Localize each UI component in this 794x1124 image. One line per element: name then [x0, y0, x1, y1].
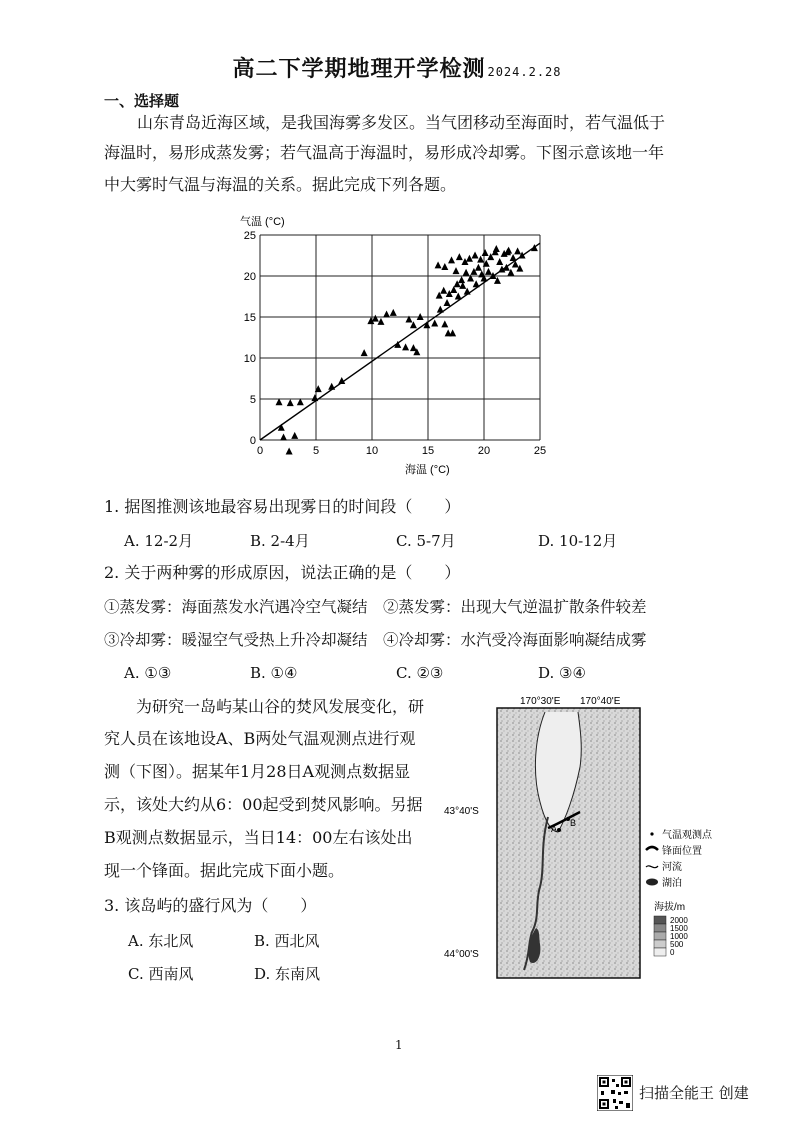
data-point	[383, 311, 390, 318]
q1-option-d: D. 10-12月	[538, 532, 618, 550]
data-point	[472, 252, 479, 259]
q1-option-a: A. 12-2月	[124, 532, 194, 550]
q3-stem: 3. 该岛屿的盛行风为（ ）	[104, 896, 317, 915]
q3-option-b: B. 西北风	[254, 932, 320, 950]
elev-label-1500: 1500	[670, 924, 688, 933]
data-point	[485, 268, 492, 275]
q3-option-c: C. 西南风	[128, 965, 194, 983]
elev-swatch-1000	[654, 932, 666, 940]
elev-swatch-1500	[654, 924, 666, 932]
data-point	[449, 329, 456, 336]
x-tick-label: 15	[421, 445, 435, 457]
elev-label-500: 500	[670, 940, 684, 949]
page-number: 1	[395, 1038, 403, 1052]
x-tick-label: 20	[477, 445, 491, 457]
x-tick-label: 10	[365, 445, 379, 457]
intro-line-1: 山东青岛近海区域，是我国海雾多发区。当气团移动至海面时，若气温低于	[137, 113, 666, 132]
q2-option-c: C. ②③	[396, 664, 444, 682]
intro-line-2: 海温时，易形成蒸发雾；若气温高于海温时，易形成冷却雾。下图示意该地一年	[104, 143, 665, 162]
data-point	[455, 293, 462, 300]
passage2-line-1: 为研究一岛屿某山谷的焚风发展变化，研	[136, 697, 425, 716]
legend-river-icon	[646, 866, 658, 868]
elev-label-1000: 1000	[670, 932, 688, 941]
q1-stem: 1. 据图推测该地最容易出现雾日的时间段（ ）	[104, 497, 461, 516]
q2-choices-line-1: ①蒸发雾：海面蒸发水汽遇冷空气凝结 ②蒸发雾：出现大气逆温扩散条件较差	[104, 598, 647, 616]
data-point	[390, 309, 397, 316]
q3-option-a: A. 东北风	[128, 932, 194, 950]
data-point	[431, 320, 438, 327]
legend-front: 锋面位置	[662, 846, 702, 857]
data-point	[328, 383, 335, 390]
section-heading: 一、选择题	[104, 92, 180, 110]
legend-river: 河流	[662, 862, 682, 873]
scatter-chart	[230, 210, 560, 480]
q1-option-c: C. 5-7月	[396, 532, 456, 550]
data-point	[463, 269, 470, 276]
data-point	[280, 434, 287, 441]
map-lon-label-1: 170°30'E	[520, 696, 561, 707]
data-point	[448, 256, 455, 263]
data-point	[440, 287, 447, 294]
data-point	[372, 315, 379, 322]
data-point	[453, 267, 460, 274]
station-a-dot	[557, 828, 561, 832]
map-lat-label-2: 44°00'S	[444, 949, 479, 960]
legend-lake-icon	[646, 879, 658, 886]
chart-x-label: 海温 (°C)	[405, 464, 450, 476]
passage2-line-6: 现一个锋面。据此完成下面小题。	[104, 861, 345, 880]
legend-station-icon	[650, 832, 653, 835]
page-title	[0, 52, 794, 83]
y-tick-label: 10	[243, 353, 256, 365]
passage2-line-2: 究人员在该地设A、B两处气温观测点进行观	[104, 729, 416, 748]
station-a-label: A	[551, 824, 558, 834]
chart-y-label: 气温 (°C)	[240, 216, 285, 228]
data-point	[477, 256, 484, 263]
scanner-footer-text: 扫描全能王 创建	[639, 1084, 749, 1102]
x-tick-label: 25	[533, 445, 547, 457]
q2-option-a: A. ①③	[124, 664, 172, 682]
title-text: 高二下学期地理开学检测	[232, 56, 486, 82]
data-point	[435, 261, 442, 268]
reference-line	[260, 243, 540, 440]
data-point	[437, 306, 444, 313]
data-point	[441, 320, 448, 327]
y-tick-label: 5	[249, 394, 256, 406]
map-lon-label-2: 170°40'E	[580, 696, 621, 707]
data-point	[496, 258, 503, 265]
data-point	[514, 247, 521, 254]
elev-label-2000: 2000	[670, 916, 688, 925]
map-lat-label-1: 43°40'S	[444, 806, 479, 817]
intro-line-3: 中大雾时气温与海温的关系。据此完成下列各题。	[104, 175, 457, 194]
valley-map	[440, 692, 730, 992]
data-point	[286, 447, 293, 454]
q1-option-b: B. 2-4月	[250, 532, 310, 550]
legend-station: 气温观测点	[662, 830, 712, 841]
data-point	[441, 263, 448, 270]
passage2-line-3: 测（下图）。据某年1月28日A观测点数据显	[104, 762, 411, 781]
station-b-label: B	[570, 818, 577, 828]
y-tick-label: 15	[243, 312, 256, 324]
x-tick-label: 0	[256, 445, 264, 457]
data-point	[287, 399, 294, 406]
data-point	[444, 299, 451, 306]
y-tick-label: 25	[243, 230, 256, 242]
data-point	[291, 432, 298, 439]
legend-front-icon	[646, 847, 658, 850]
data-point	[402, 343, 409, 350]
data-point	[475, 264, 482, 271]
x-tick-label: 5	[312, 445, 320, 457]
q2-stem: 2. 关于两种雾的形成原因，说法正确的是（ ）	[104, 563, 461, 582]
q2-choices-line-2: ③冷却雾：暖湿空气受热上升冷却凝结 ④冷却雾：水汽受冷海面影响凝结成雾	[104, 631, 647, 649]
elev-swatch-500	[654, 940, 666, 948]
elev-label-0: 0	[670, 948, 675, 957]
data-point	[361, 349, 368, 356]
elev-swatch-2000	[654, 916, 666, 924]
q2-option-b: B. ①④	[250, 664, 298, 682]
passage2-line-4: 示，该处大约从6：00起受到焚风影响。另据	[104, 795, 423, 814]
passage2-line-5: B观测点数据显示，当日14：00左右该处出	[104, 828, 413, 847]
y-tick-label: 20	[243, 271, 256, 283]
y-tick-label: 0	[249, 435, 256, 447]
data-point	[456, 253, 463, 260]
elev-swatch-0	[654, 948, 666, 956]
legend-lake: 湖泊	[662, 878, 682, 889]
q3-option-d: D. 东南风	[254, 965, 321, 983]
data-point	[493, 245, 500, 252]
exam-date: 2024.2.28	[487, 65, 562, 79]
qr-code-icon	[597, 1075, 633, 1111]
q2-option-d: D. ③④	[538, 664, 586, 682]
data-point	[482, 249, 489, 256]
elev-legend-title: 海拔/m	[654, 902, 686, 913]
data-point	[311, 394, 318, 401]
data-point	[458, 276, 465, 283]
